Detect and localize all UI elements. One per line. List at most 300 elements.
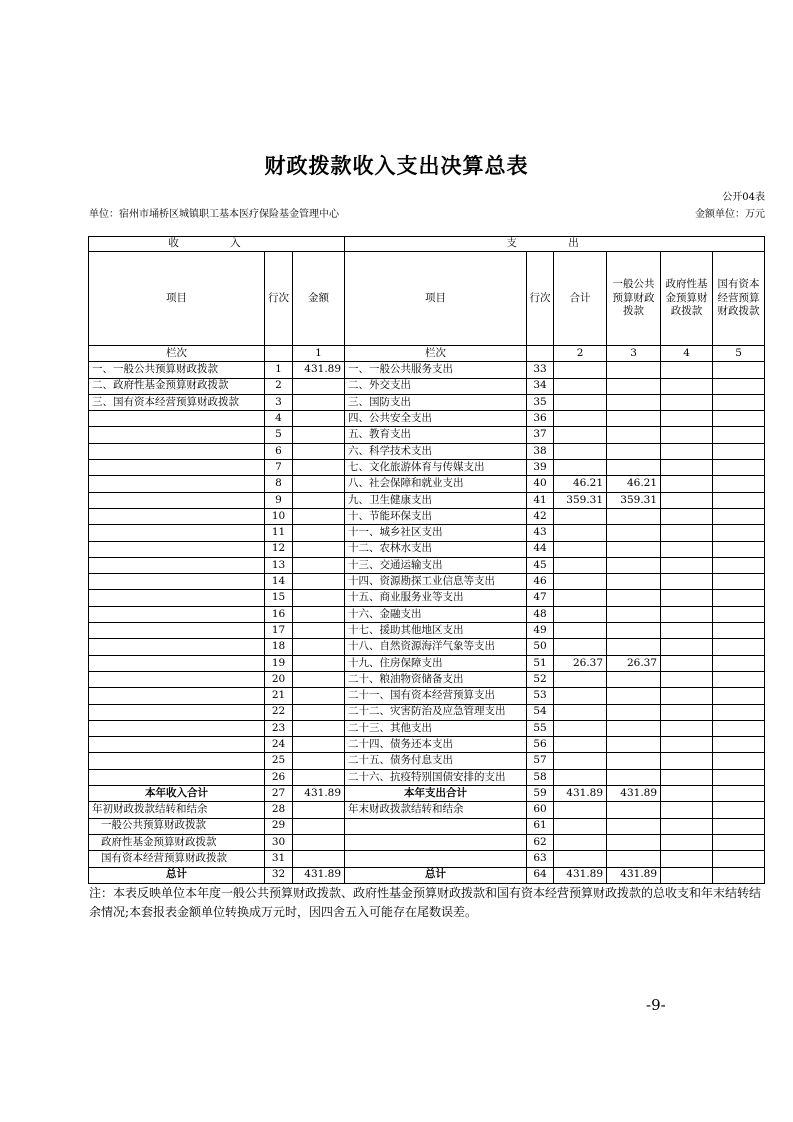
header-total: 合计 xyxy=(554,252,607,346)
header-government-fund-budget: 政府性基金预算财政拨款 xyxy=(661,252,713,346)
government-fund-amount xyxy=(661,508,713,524)
money-unit: 金额单位：万元 xyxy=(695,209,765,220)
government-fund-amount xyxy=(661,427,713,443)
table-row xyxy=(89,460,765,476)
income-item xyxy=(89,606,265,622)
state-capital-amount xyxy=(713,737,765,753)
general-public-budget-amount xyxy=(607,802,661,818)
expense-total xyxy=(554,671,607,687)
expense-item: 二十三、其他支出 xyxy=(345,720,527,736)
general-public-budget-amount: 431.89 xyxy=(607,867,661,883)
expense-item: 二十六、抗疫特别国债安排的支出 xyxy=(345,769,527,785)
income-line-no: 29 xyxy=(265,818,293,834)
income-line-no: 16 xyxy=(265,606,293,622)
expense-item: 二十二、灾害防治及应急管理支出 xyxy=(345,704,527,720)
state-capital-amount xyxy=(713,834,765,850)
col-number: 3 xyxy=(607,346,661,362)
expense-item: 九、卫生健康支出 xyxy=(345,492,527,508)
table-row xyxy=(89,378,765,394)
general-public-budget-amount xyxy=(607,623,661,639)
expense-item: 十、节能环保支出 xyxy=(345,508,527,524)
state-capital-amount xyxy=(713,460,765,476)
table-row xyxy=(89,753,765,769)
expense-line-no: 50 xyxy=(527,639,554,655)
state-capital-amount xyxy=(713,411,765,427)
income-amount xyxy=(293,704,345,720)
government-fund-amount xyxy=(661,720,713,736)
government-fund-amount xyxy=(661,786,713,802)
income-item xyxy=(89,574,265,590)
table-row xyxy=(89,492,765,508)
footnote: 注：本表反映单位本年度一般公共预算财政拨款、政府性基金预算财政拨款和国有资本经营预算财政拨款的总收支和年末结转结余情况;本套报表金额单位转换成万元时，因四舍五入可能存在尾数误差。 xyxy=(89,886,762,919)
state-capital-amount xyxy=(713,704,765,720)
government-fund-amount xyxy=(661,557,713,573)
income-amount xyxy=(293,802,345,818)
general-public-budget-amount xyxy=(607,362,661,378)
expense-item: 十六、金融支出 xyxy=(345,606,527,622)
income-line-no: 10 xyxy=(265,508,293,524)
income-item xyxy=(89,623,265,639)
income-item xyxy=(89,753,265,769)
table-row xyxy=(89,720,765,736)
expense-item: 二、外交支出 xyxy=(345,378,527,394)
income-item xyxy=(89,655,265,671)
expense-total: 431.89 xyxy=(554,786,607,802)
income-amount xyxy=(293,541,345,557)
income-amount xyxy=(293,460,345,476)
general-public-budget-amount xyxy=(607,851,661,867)
general-public-budget-amount xyxy=(607,688,661,704)
expense-item xyxy=(345,851,527,867)
general-public-budget-amount xyxy=(607,508,661,524)
expense-line-no: 33 xyxy=(527,362,554,378)
expense-item: 十一、城乡社区支出 xyxy=(345,525,527,541)
income-amount xyxy=(293,606,345,622)
income-line-no: 12 xyxy=(265,541,293,557)
income-line-no: 14 xyxy=(265,574,293,590)
government-fund-amount xyxy=(661,655,713,671)
col-number: 4 xyxy=(661,346,713,362)
col-label: 栏次 xyxy=(345,346,527,362)
table-row xyxy=(89,476,765,492)
income-item xyxy=(89,737,265,753)
state-capital-amount xyxy=(713,639,765,655)
table-row xyxy=(89,557,765,573)
expense-line-no: 43 xyxy=(527,525,554,541)
expense-line-no: 61 xyxy=(527,818,554,834)
general-public-budget-amount xyxy=(607,590,661,606)
state-capital-amount xyxy=(713,769,765,785)
table-row xyxy=(89,688,765,704)
expense-total xyxy=(554,802,607,818)
income-amount xyxy=(293,671,345,687)
expense-line-no: 48 xyxy=(527,606,554,622)
general-public-budget-amount xyxy=(607,443,661,459)
income-line-no: 21 xyxy=(265,688,293,704)
expense-line-no: 44 xyxy=(527,541,554,557)
income-item: 政府性基金预算财政拨款 xyxy=(89,834,265,850)
state-capital-amount xyxy=(713,492,765,508)
expense-item: 二十四、债务还本支出 xyxy=(345,737,527,753)
expense-line-no: 64 xyxy=(527,867,554,883)
expense-item: 一、一般公共服务支出 xyxy=(345,362,527,378)
income-amount xyxy=(293,769,345,785)
income-amount xyxy=(293,720,345,736)
general-public-budget-amount xyxy=(607,574,661,590)
table-row xyxy=(89,802,765,818)
table-row xyxy=(89,737,765,753)
expense-line-no: 62 xyxy=(527,834,554,850)
expense-line-no: 35 xyxy=(527,394,554,410)
table-row xyxy=(89,851,765,867)
general-public-budget-amount xyxy=(607,834,661,850)
government-fund-amount xyxy=(661,671,713,687)
income-item: 一、一般公共预算财政拨款 xyxy=(89,362,265,378)
state-capital-amount xyxy=(713,623,765,639)
expense-line-no: 49 xyxy=(527,623,554,639)
fiscal-summary-table xyxy=(88,236,765,884)
table-row xyxy=(89,541,765,557)
income-item xyxy=(89,704,265,720)
expense-total: 26.37 xyxy=(554,655,607,671)
income-amount xyxy=(293,737,345,753)
income-line-no: 30 xyxy=(265,834,293,850)
general-public-budget-amount xyxy=(607,541,661,557)
general-public-budget-amount xyxy=(607,525,661,541)
table-row xyxy=(89,655,765,671)
state-capital-amount xyxy=(713,541,765,557)
header-line-expense: 行次 xyxy=(527,252,554,346)
general-public-budget-amount xyxy=(607,671,661,687)
expense-line-no: 37 xyxy=(527,427,554,443)
table-row xyxy=(89,834,765,850)
expense-item: 二十五、债务付息支出 xyxy=(345,753,527,769)
col-number: 2 xyxy=(554,346,607,362)
expense-line-no: 34 xyxy=(527,378,554,394)
general-public-budget-amount xyxy=(607,460,661,476)
expense-item: 十八、自然资源海洋气象等支出 xyxy=(345,639,527,655)
table-row xyxy=(89,704,765,720)
income-amount xyxy=(293,427,345,443)
general-public-budget-amount xyxy=(607,427,661,443)
income-item xyxy=(89,557,265,573)
expense-line-no: 58 xyxy=(527,769,554,785)
state-capital-amount xyxy=(713,476,765,492)
general-public-budget-amount xyxy=(607,394,661,410)
expense-line-no: 46 xyxy=(527,574,554,590)
expense-item: 七、文化旅游体育与传媒支出 xyxy=(345,460,527,476)
expense-total: 46.21 xyxy=(554,476,607,492)
government-fund-amount xyxy=(661,769,713,785)
table-row xyxy=(89,786,765,802)
expense-total xyxy=(554,574,607,590)
table-row xyxy=(89,867,765,883)
income-amount xyxy=(293,834,345,850)
income-item: 本年收入合计 xyxy=(89,786,265,802)
table-row xyxy=(89,606,765,622)
income-line-no: 13 xyxy=(265,557,293,573)
income-amount xyxy=(293,753,345,769)
col-label: 栏次 xyxy=(89,346,265,362)
expense-total xyxy=(554,378,607,394)
expense-line-no: 45 xyxy=(527,557,554,573)
income-item xyxy=(89,769,265,785)
expense-total xyxy=(554,737,607,753)
income-line-no: 1 xyxy=(265,362,293,378)
state-capital-amount xyxy=(713,590,765,606)
expense-total xyxy=(554,427,607,443)
expense-item: 六、科学技术支出 xyxy=(345,443,527,459)
government-fund-amount xyxy=(661,541,713,557)
income-amount xyxy=(293,688,345,704)
income-line-no: 17 xyxy=(265,623,293,639)
income-line-no: 22 xyxy=(265,704,293,720)
income-line-no: 19 xyxy=(265,655,293,671)
expense-line-no: 40 xyxy=(527,476,554,492)
expense-total xyxy=(554,769,607,785)
state-capital-amount xyxy=(713,671,765,687)
expense-total xyxy=(554,557,607,573)
government-fund-amount xyxy=(661,818,713,834)
income-line-no: 32 xyxy=(265,867,293,883)
expense-line-no: 47 xyxy=(527,590,554,606)
income-item xyxy=(89,720,265,736)
general-public-budget-amount: 431.89 xyxy=(607,786,661,802)
expense-line-no: 38 xyxy=(527,443,554,459)
income-item xyxy=(89,443,265,459)
government-fund-amount xyxy=(661,362,713,378)
income-amount xyxy=(293,623,345,639)
expense-total xyxy=(554,834,607,850)
income-item: 年初财政拨款结转和结余 xyxy=(89,802,265,818)
income-group-header: 收 入 xyxy=(89,237,345,252)
expense-item: 年末财政拨款结转和结余 xyxy=(345,802,527,818)
income-line-no: 11 xyxy=(265,525,293,541)
income-line-no: 18 xyxy=(265,639,293,655)
expense-total xyxy=(554,851,607,867)
government-fund-amount xyxy=(661,590,713,606)
table-row xyxy=(89,623,765,639)
income-amount xyxy=(293,378,345,394)
government-fund-amount xyxy=(661,623,713,639)
income-item xyxy=(89,476,265,492)
col-number: 1 xyxy=(293,346,345,362)
income-line-no: 28 xyxy=(265,802,293,818)
expense-total xyxy=(554,590,607,606)
expense-total xyxy=(554,525,607,541)
expense-line-no: 52 xyxy=(527,671,554,687)
expense-line-no: 39 xyxy=(527,460,554,476)
expense-line-no: 56 xyxy=(527,737,554,753)
table-row xyxy=(89,769,765,785)
general-public-budget-amount: 359.31 xyxy=(607,492,661,508)
income-item xyxy=(89,460,265,476)
state-capital-amount xyxy=(713,525,765,541)
income-amount: 431.89 xyxy=(293,867,345,883)
income-line-no: 8 xyxy=(265,476,293,492)
table-row xyxy=(89,362,765,378)
income-item xyxy=(89,427,265,443)
government-fund-amount xyxy=(661,443,713,459)
expense-item: 三、国防支出 xyxy=(345,394,527,410)
income-amount xyxy=(293,476,345,492)
state-capital-amount xyxy=(713,851,765,867)
expense-total xyxy=(554,460,607,476)
expense-total xyxy=(554,362,607,378)
expense-item: 总计 xyxy=(345,867,527,883)
income-item xyxy=(89,590,265,606)
form-number: 公开04表 xyxy=(722,192,765,203)
income-amount: 431.89 xyxy=(293,362,345,378)
header-general-public-budget: 一般公共预算财政拨款 xyxy=(607,252,661,346)
expense-item: 十七、援助其他地区支出 xyxy=(345,623,527,639)
header-state-capital-budget: 国有资本经营预算财政拨款 xyxy=(713,252,765,346)
state-capital-amount xyxy=(713,802,765,818)
expense-item xyxy=(345,834,527,850)
income-amount xyxy=(293,443,345,459)
income-item: 三、国有资本经营预算财政拨款 xyxy=(89,394,265,410)
expense-line-no: 59 xyxy=(527,786,554,802)
expense-item: 四、公共安全支出 xyxy=(345,411,527,427)
income-item xyxy=(89,639,265,655)
column-header-row xyxy=(89,252,765,346)
income-amount xyxy=(293,655,345,671)
income-item: 二、政府性基金预算财政拨款 xyxy=(89,378,265,394)
government-fund-amount xyxy=(661,753,713,769)
expense-line-no: 63 xyxy=(527,851,554,867)
income-line-no: 3 xyxy=(265,394,293,410)
income-line-no: 9 xyxy=(265,492,293,508)
income-item xyxy=(89,508,265,524)
government-fund-amount xyxy=(661,737,713,753)
state-capital-amount xyxy=(713,655,765,671)
reporting-unit: 单位：宿州市埇桥区城镇职工基本医疗保险基金管理中心 xyxy=(89,209,339,220)
expense-group-header: 支 出 xyxy=(345,237,765,252)
expense-total xyxy=(554,720,607,736)
expense-total xyxy=(554,688,607,704)
expense-total xyxy=(554,639,607,655)
government-fund-amount xyxy=(661,851,713,867)
income-item: 总计 xyxy=(89,867,265,883)
expense-item: 八、社会保障和就业支出 xyxy=(345,476,527,492)
expense-line-no: 57 xyxy=(527,753,554,769)
income-line-no: 24 xyxy=(265,737,293,753)
income-amount: 431.89 xyxy=(293,786,345,802)
income-line-no: 27 xyxy=(265,786,293,802)
state-capital-amount xyxy=(713,786,765,802)
income-line-no: 5 xyxy=(265,427,293,443)
income-item xyxy=(89,671,265,687)
income-amount xyxy=(293,492,345,508)
table-row xyxy=(89,525,765,541)
general-public-budget-amount xyxy=(607,818,661,834)
income-line-no: 25 xyxy=(265,753,293,769)
table-row xyxy=(89,574,765,590)
state-capital-amount xyxy=(713,606,765,622)
expense-line-no: 60 xyxy=(527,802,554,818)
state-capital-amount xyxy=(713,443,765,459)
general-public-budget-amount xyxy=(607,411,661,427)
income-item xyxy=(89,492,265,508)
page-title: 财政拨款收入支出决算总表 xyxy=(264,154,529,178)
expense-total: 359.31 xyxy=(554,492,607,508)
income-amount xyxy=(293,590,345,606)
table-row xyxy=(89,394,765,410)
government-fund-amount xyxy=(661,867,713,883)
government-fund-amount xyxy=(661,460,713,476)
page-number: -9- xyxy=(646,996,666,1014)
government-fund-amount xyxy=(661,525,713,541)
income-line-no: 4 xyxy=(265,411,293,427)
income-item xyxy=(89,411,265,427)
state-capital-amount xyxy=(713,362,765,378)
income-line-no: 23 xyxy=(265,720,293,736)
general-public-budget-amount xyxy=(607,720,661,736)
expense-item: 十九、住房保障支出 xyxy=(345,655,527,671)
state-capital-amount xyxy=(713,818,765,834)
income-line-no: 20 xyxy=(265,671,293,687)
table-row xyxy=(89,443,765,459)
table-row xyxy=(89,639,765,655)
expense-total xyxy=(554,541,607,557)
state-capital-amount xyxy=(713,394,765,410)
state-capital-amount xyxy=(713,867,765,883)
table-row xyxy=(89,671,765,687)
header-item-expense: 项目 xyxy=(345,252,527,346)
expense-item xyxy=(345,818,527,834)
state-capital-amount xyxy=(713,753,765,769)
expense-line-no: 53 xyxy=(527,688,554,704)
expense-total xyxy=(554,411,607,427)
government-fund-amount xyxy=(661,639,713,655)
expense-total xyxy=(554,753,607,769)
state-capital-amount xyxy=(713,574,765,590)
expense-total xyxy=(554,623,607,639)
income-line-no: 6 xyxy=(265,443,293,459)
income-line-no: 26 xyxy=(265,769,293,785)
state-capital-amount xyxy=(713,508,765,524)
income-item: 国有资本经营预算财政拨款 xyxy=(89,851,265,867)
general-public-budget-amount xyxy=(607,606,661,622)
general-public-budget-amount xyxy=(607,753,661,769)
general-public-budget-amount: 46.21 xyxy=(607,476,661,492)
expense-total xyxy=(554,394,607,410)
expense-total xyxy=(554,606,607,622)
table-row xyxy=(89,427,765,443)
income-amount xyxy=(293,851,345,867)
income-amount xyxy=(293,525,345,541)
expense-line-no: 51 xyxy=(527,655,554,671)
general-public-budget-amount xyxy=(607,557,661,573)
income-item xyxy=(89,525,265,541)
state-capital-amount xyxy=(713,688,765,704)
expense-item: 本年支出合计 xyxy=(345,786,527,802)
income-amount xyxy=(293,818,345,834)
table-row xyxy=(89,590,765,606)
income-line-no: 2 xyxy=(265,378,293,394)
government-fund-amount xyxy=(661,411,713,427)
expense-total: 431.89 xyxy=(554,867,607,883)
group-header-row xyxy=(89,237,765,252)
government-fund-amount xyxy=(661,476,713,492)
income-line-no: 15 xyxy=(265,590,293,606)
expense-line-no: 41 xyxy=(527,492,554,508)
general-public-budget-amount xyxy=(607,704,661,720)
government-fund-amount xyxy=(661,834,713,850)
expense-item: 五、教育支出 xyxy=(345,427,527,443)
expense-total xyxy=(554,508,607,524)
government-fund-amount xyxy=(661,704,713,720)
